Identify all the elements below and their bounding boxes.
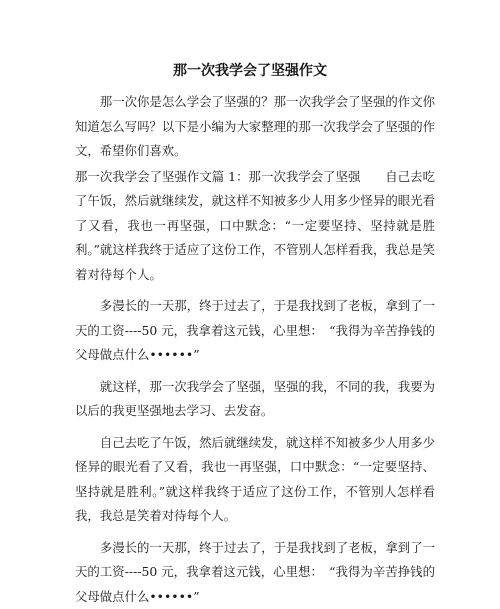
article-paragraph-2: 多漫长的一天那，终于过去了，于是我找到了老板，拿到了一天的工资----50 元，我拿着这元钱，心里想： “我得为辛苦挣钱的父母做点什么••••••” — [75, 294, 435, 368]
article-paragraph-5: 多漫长的一天那，终于过去了，于是我找到了老板，拿到了一天的工资----50 元，我拿着这元钱，心里想： “我得为辛苦挣钱的父母做点什么••••••” — [75, 536, 435, 609]
article-paragraph-1: 那一次我学会了坚强作文篇 1：那一次我学会了坚强 自己去吃了午饭，然后就继续发，就这样不知被多少人用多少怪异的眼光看了又看，我也一再坚强，口中默念：“一定要坚持、坚持就是胜利。”就这样我终于适应了这份工作，不管别人怎样看我，我总是笑着对待每个人。 — [75, 165, 435, 288]
article-paragraph-4: 自己去吃了午饭，然后就继续发，就这样不知被多少人用多少怪异的眼光看了又看，我也一再坚强，口中默念：“一定要坚持、坚持就是胜利。”就这样我终于适应了这份工作，不管别人怎样看我，我总是笑着对待每个人。 — [75, 431, 435, 529]
article-paragraph-3: 就这样，那一次我学会了坚强，坚强的我，不同的我，我要为以后的我更坚强地去学习、去发奋。 — [75, 375, 435, 424]
intro-paragraph: 那一次你是怎么学会了坚强的？那一次我学会了坚强的作文你知道怎么写吗？以下是小编为大家整理的那一次我学会了坚强的作文，希望你们喜欢。 — [75, 90, 435, 164]
document-title: 那一次我学会了坚强作文 — [0, 62, 500, 80]
document-body — [75, 90, 435, 609]
